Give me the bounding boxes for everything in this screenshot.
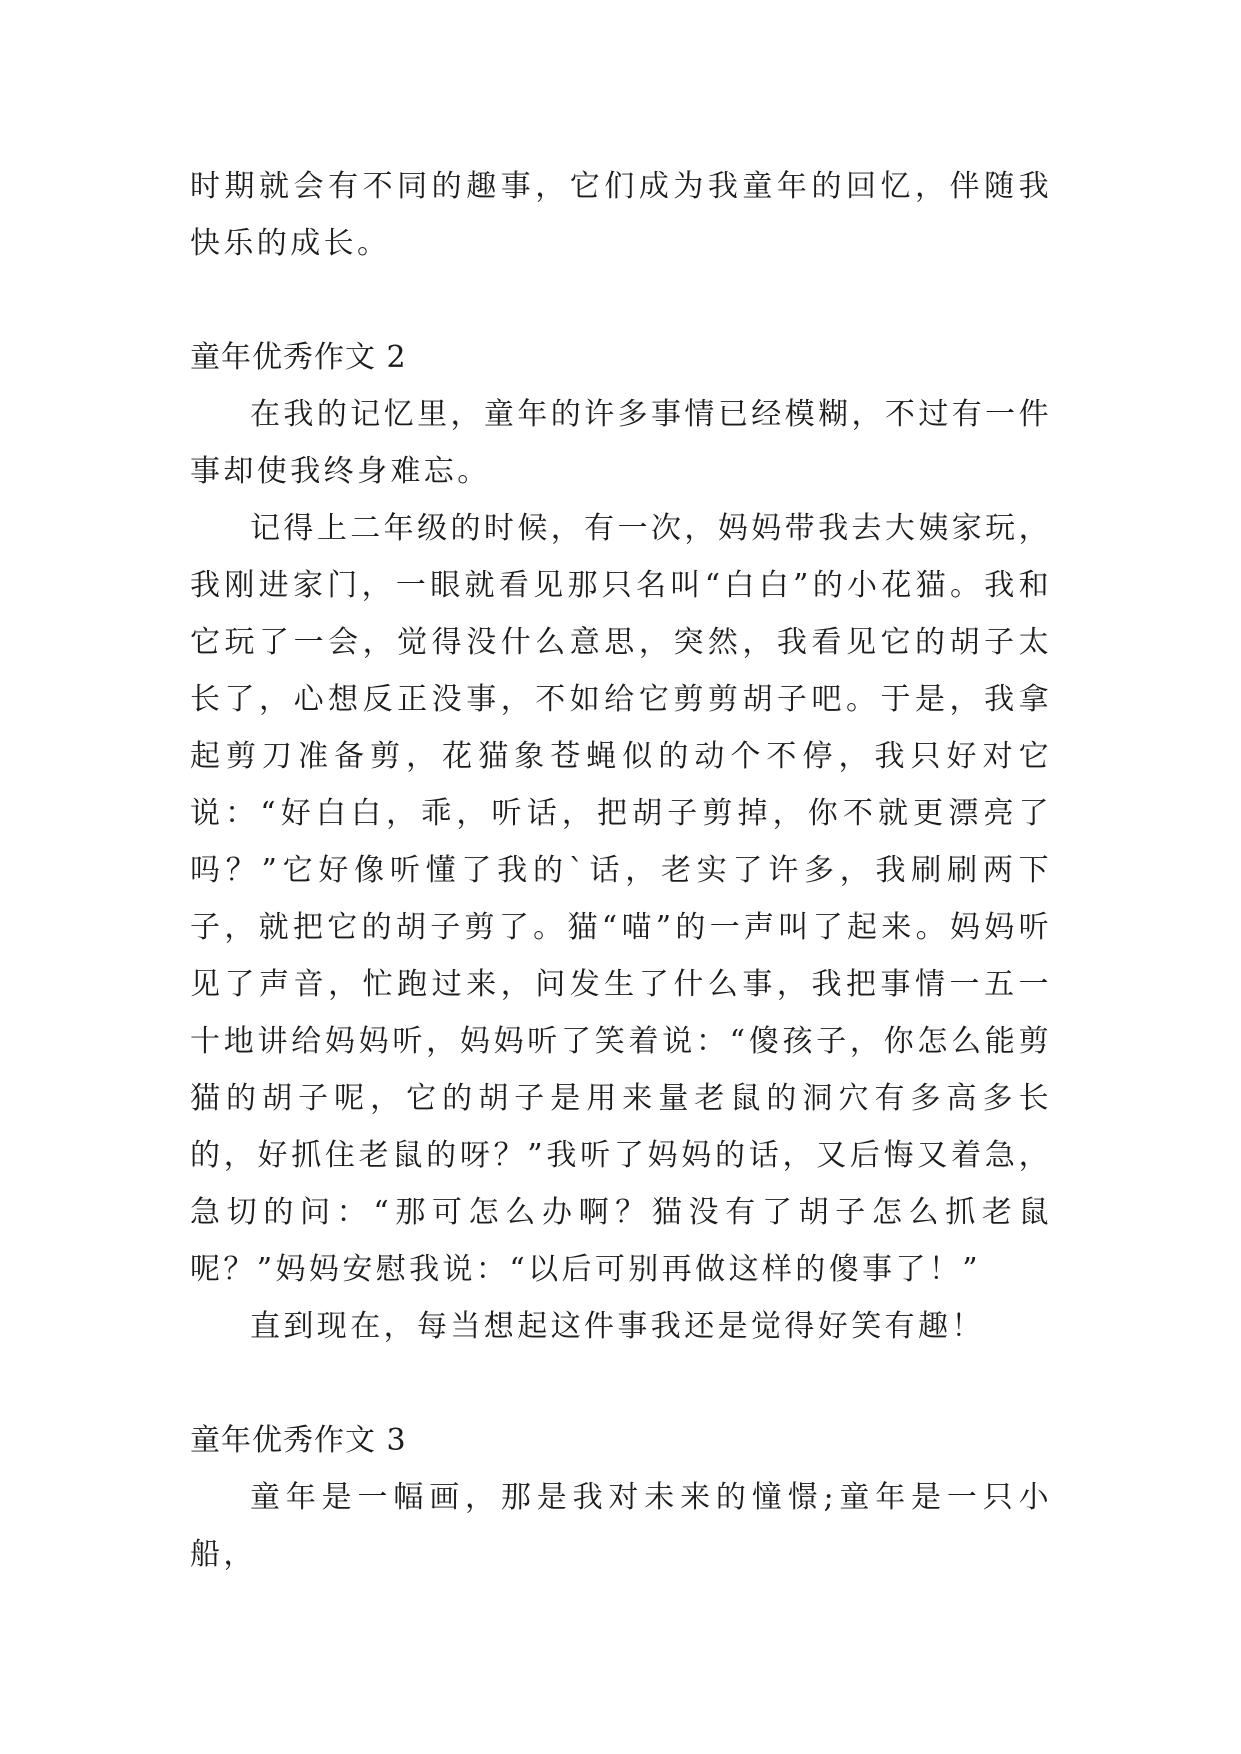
section-2-paragraph-3: 直到现在，每当想起这件事我还是觉得好笑有趣！ <box>250 1309 985 1344</box>
section-gap <box>190 272 1052 329</box>
section-2-title: 童年优秀作文 2 <box>190 340 407 375</box>
section-gap <box>190 1355 1052 1412</box>
continuation-paragraph: 时期就会有不同的趣事，它们成为我童年的回忆，伴随我快乐的成长。 <box>190 169 1052 261</box>
section-2-paragraph-2: 记得上二年级的时候，有一次，妈妈带我去大姨家玩，我刚进家门，一眼就看见那只名叫“白白”的小花猫。我和它玩了一会，觉得没什么意思，突然，我看见它的胡子太长了，心想反正没事，不如给它剪剪胡子吧。于是，我拿起剪刀准备剪，花猫象苍蝇似的动个不停，我只好对它说：“好白白，乖，听话，把胡子剪掉，你不就更漂亮了吗？”它好像听懂了我的`话，老实了许多，我刷刷两下子，就把它的胡子剪了。猫“喵”的一声叫了起来。妈妈听见了声音，忙跑过来，问发生了什么事，我把事情一五一十地讲给妈妈听，妈妈听了笑着说：“傻孩子，你怎么能剪猫的胡子呢，它的胡子是用来量老鼠的洞穴有多高多长的，好抓住老鼠的呀？”我听了妈妈的话，又后悔又着急，急切的问：“那可怎么办啊？猫没有了胡子怎么抓老鼠呢？”妈妈安慰我说：“以后可别再做这样的傻事了！” <box>190 511 1052 1287</box>
document-body <box>190 158 1052 1583</box>
section-3-paragraph-1: 童年是一幅画，那是我对未来的憧憬;童年是一只小船， <box>190 1480 1052 1572</box>
section-3-title: 童年优秀作文 3 <box>190 1423 407 1458</box>
section-2-paragraph-1: 在我的记忆里，童年的许多事情已经模糊，不过有一件事却使我终身难忘。 <box>190 397 1052 489</box>
